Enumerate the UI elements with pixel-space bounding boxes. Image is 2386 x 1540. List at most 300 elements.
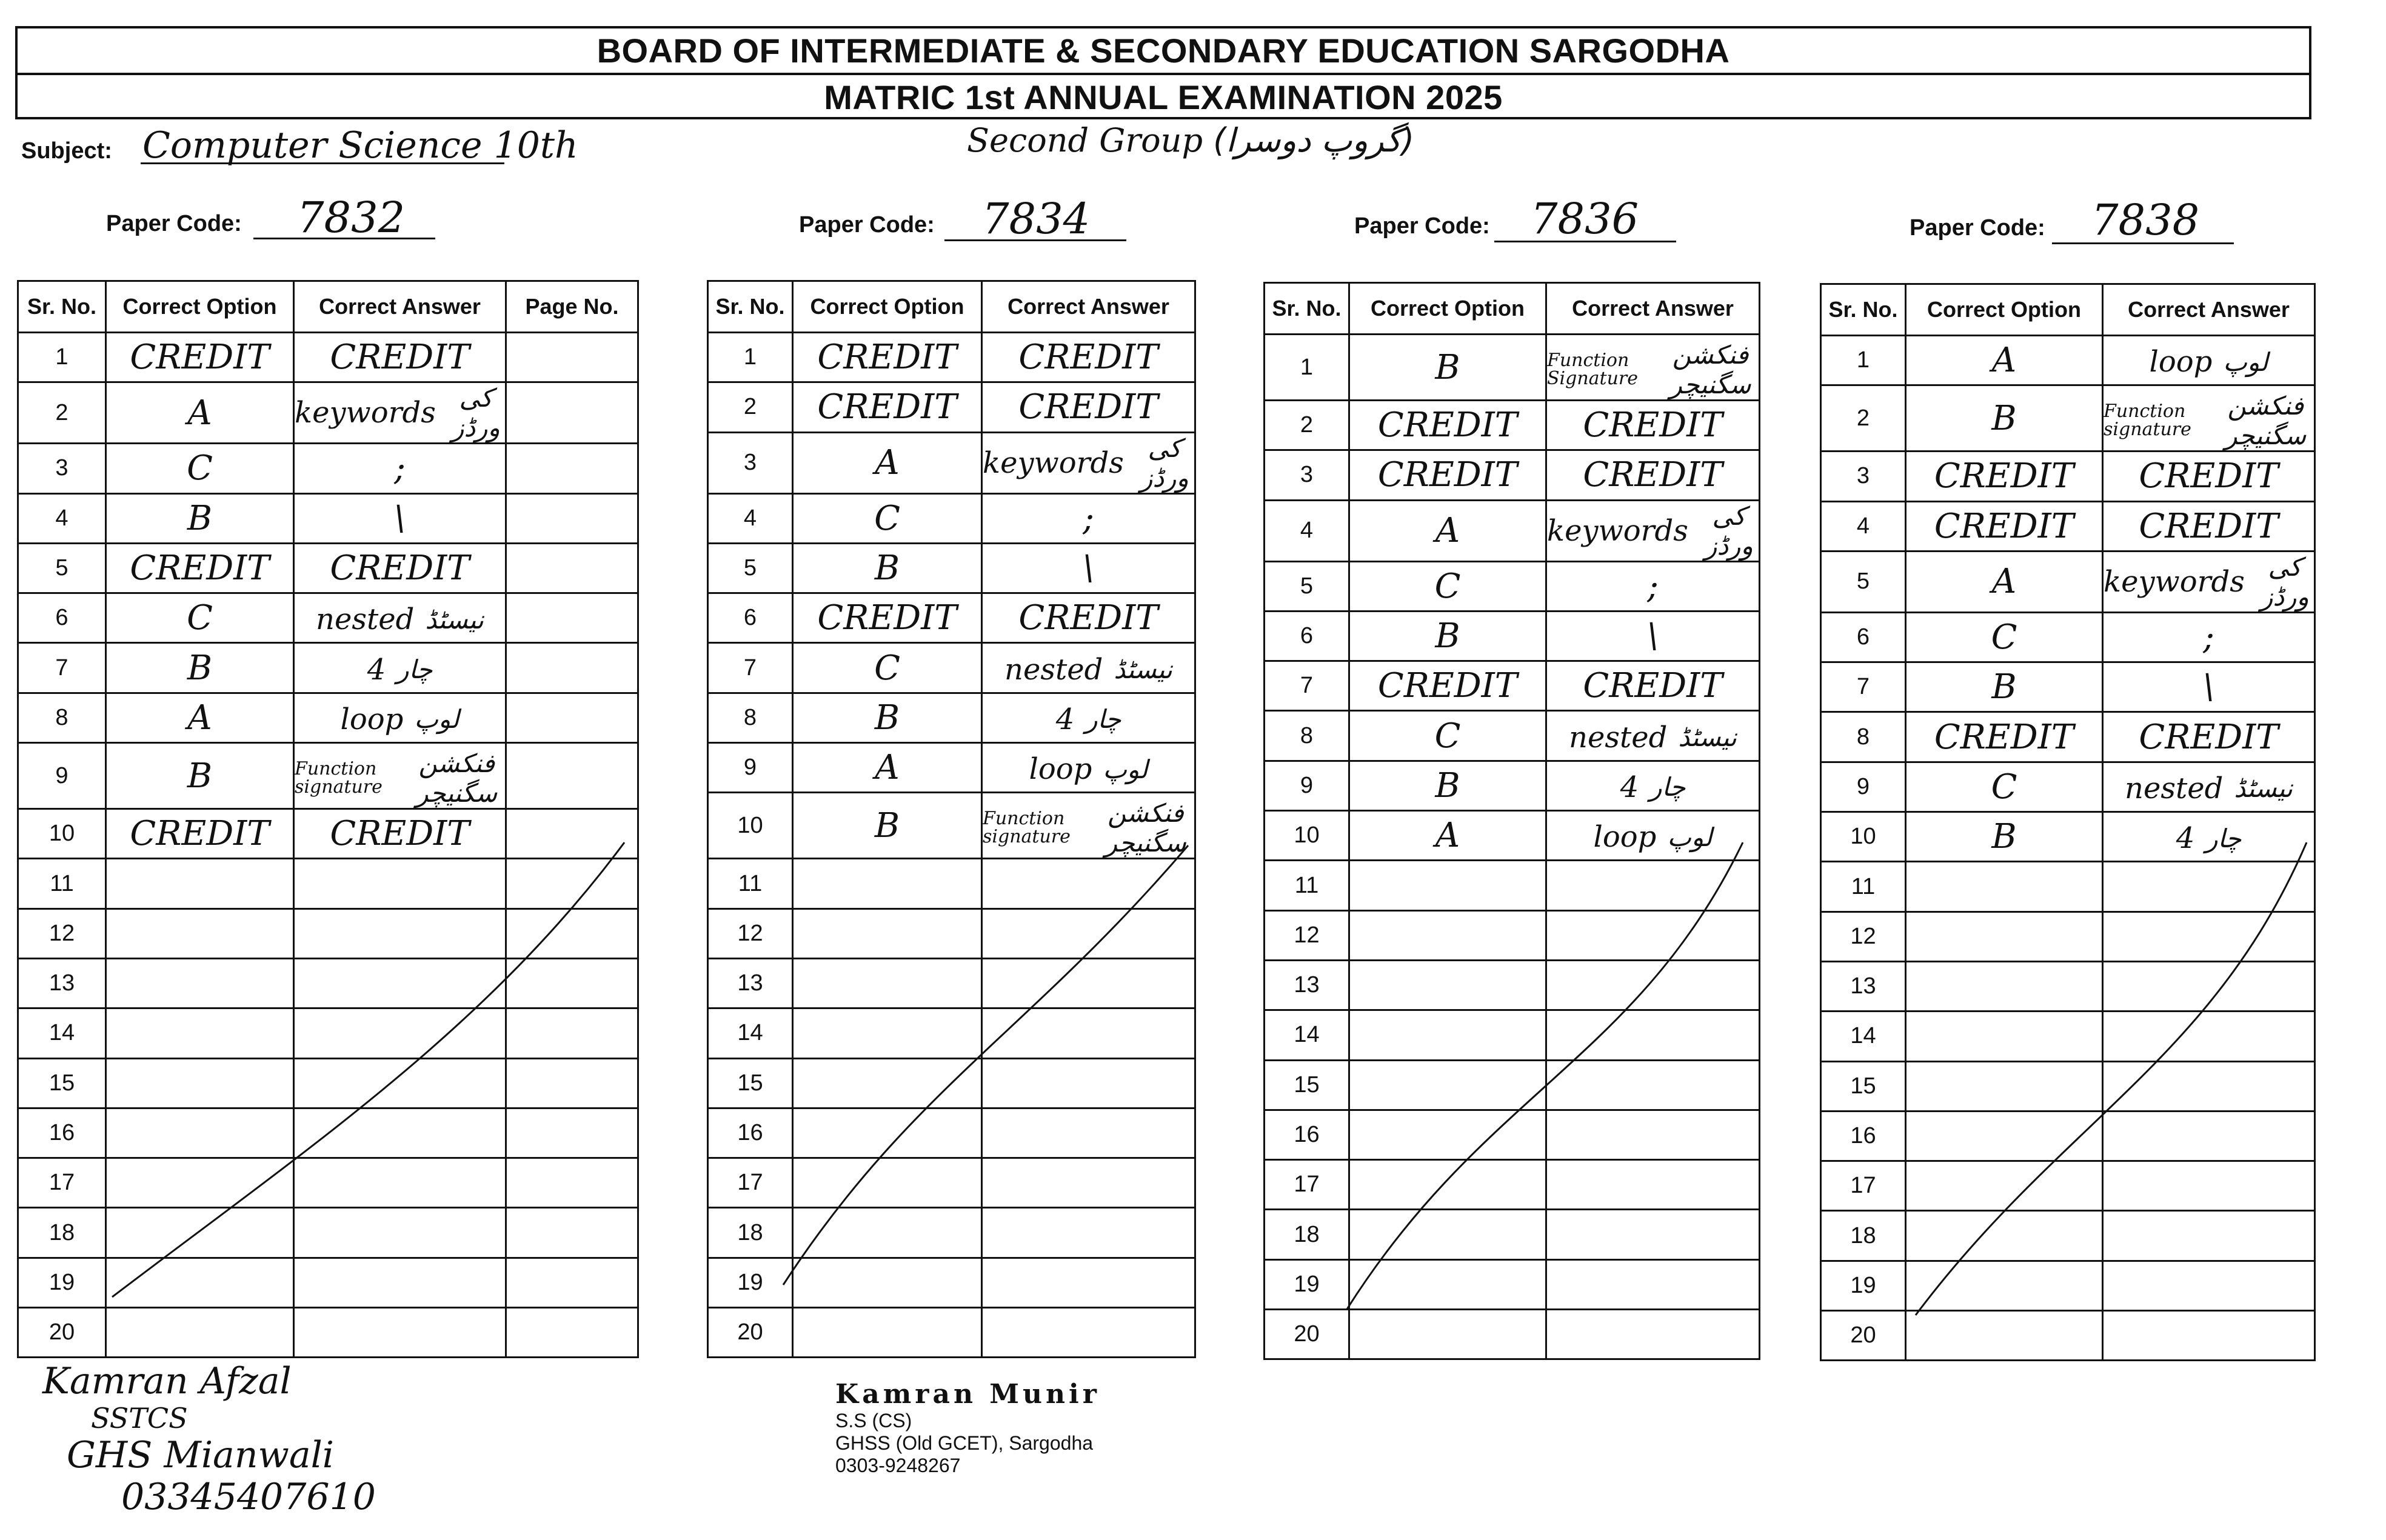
group-value	[967, 121, 1414, 159]
answer-urdu: نیسٹڈ	[2234, 773, 2293, 804]
table-row	[1265, 1010, 1760, 1060]
table-row	[1821, 551, 2315, 612]
correct-option: B	[106, 643, 294, 693]
answer-content	[341, 702, 459, 736]
table-row	[1265, 500, 1760, 561]
table-row	[708, 793, 1195, 859]
correct-answer	[982, 1308, 1195, 1358]
table-row	[18, 1258, 638, 1307]
table-row	[1265, 611, 1760, 661]
correct-option	[793, 1058, 982, 1108]
answer-english: CREDIT	[2139, 506, 2279, 546]
answer-content	[2139, 718, 2278, 757]
correct-option: B	[793, 793, 982, 859]
answer-urdu: فنکشن سگنیچر	[416, 748, 498, 808]
answer-urdu: لوپ	[1667, 822, 1713, 852]
answer-content	[1647, 567, 1659, 606]
correct-answer	[982, 1158, 1195, 1208]
sr-number: 16	[708, 1108, 793, 1158]
page-number	[506, 859, 638, 908]
correct-answer	[982, 543, 1195, 593]
correct-answer	[1546, 1310, 1760, 1359]
table-row	[708, 1258, 1195, 1307]
correct-answer	[2103, 1211, 2315, 1261]
table-row	[708, 958, 1195, 1008]
correct-option	[1349, 1060, 1546, 1110]
page-number	[506, 1158, 638, 1208]
sr-number: 9	[1821, 762, 1906, 812]
sr-number: 19	[1265, 1259, 1349, 1309]
answer-english: CREDIT	[330, 338, 470, 378]
correct-option	[1349, 910, 1546, 960]
correct-answer	[2103, 385, 2315, 452]
correct-option: B	[1349, 611, 1546, 661]
page-number	[506, 1008, 638, 1058]
correct-option: CREDIT	[793, 333, 982, 382]
col-answer: Correct Answer	[982, 281, 1195, 333]
table-row	[1265, 861, 1760, 910]
correct-option	[793, 859, 982, 908]
correct-option: CREDIT	[1906, 501, 2103, 551]
correct-option: A	[793, 432, 982, 493]
table-row	[708, 1208, 1195, 1258]
sr-number: 17	[1821, 1161, 1906, 1211]
correct-answer	[1546, 401, 1760, 450]
correct-option	[793, 1308, 982, 1358]
sr-number: 15	[1265, 1060, 1349, 1110]
page-number	[506, 809, 638, 859]
correct-answer	[1546, 1110, 1760, 1159]
sr-number: 19	[708, 1258, 793, 1307]
sr-number: 3	[708, 432, 793, 493]
table-row	[1265, 960, 1760, 1010]
correct-answer	[982, 643, 1195, 693]
table-row	[18, 1058, 638, 1108]
correct-option	[1349, 861, 1546, 910]
table-row	[708, 1308, 1195, 1358]
paper-code-value: 7836	[1531, 194, 1639, 244]
sr-number: 4	[1821, 501, 1906, 551]
answer-urdu: کی ورڈز	[1140, 433, 1189, 493]
col-answer: Correct Answer	[294, 281, 506, 333]
correct-answer	[294, 1058, 506, 1108]
col-option: Correct Option	[106, 281, 294, 333]
correct-answer	[294, 382, 506, 444]
correct-option: C	[793, 643, 982, 693]
sr-number: 18	[1265, 1210, 1349, 1259]
sr-number: 14	[18, 1008, 106, 1058]
correct-answer	[294, 958, 506, 1008]
sr-number: 17	[708, 1158, 793, 1208]
correct-option: CREDIT	[1349, 661, 1546, 711]
correct-option: C	[106, 444, 294, 493]
answer-english: keywords	[983, 445, 1124, 480]
correct-option: B	[1906, 812, 2103, 862]
table-row	[18, 1108, 638, 1158]
answer-english: 4	[367, 652, 386, 687]
signature-left	[42, 1361, 376, 1518]
answer-content	[1583, 405, 1722, 445]
answer-content	[2104, 552, 2314, 612]
correct-option	[106, 859, 294, 908]
correct-answer	[982, 859, 1195, 908]
correct-answer	[1546, 335, 1760, 401]
answer-content	[1547, 340, 1759, 399]
correct-answer	[294, 693, 506, 742]
sr-number: 12	[1265, 910, 1349, 960]
table-row	[1821, 1261, 2315, 1310]
sr-number: 20	[1265, 1310, 1349, 1359]
correct-option: C	[1349, 711, 1546, 761]
correct-option	[106, 1108, 294, 1158]
table-row	[1821, 1012, 2315, 1061]
paper-code-underline	[944, 239, 1126, 241]
sr-number: 14	[1821, 1012, 1906, 1061]
answer-content	[983, 798, 1194, 858]
answer-urdu: کی ورڈز	[2261, 552, 2309, 612]
answer-english: loop	[2149, 345, 2213, 379]
table-row	[708, 693, 1195, 742]
table-row	[1821, 612, 2315, 662]
answer-english: loop	[1029, 752, 1092, 787]
table-row	[1821, 862, 2315, 912]
correct-answer	[294, 444, 506, 493]
answer-content	[1569, 721, 1737, 755]
correct-option: A	[793, 743, 982, 793]
answer-content	[2139, 507, 2278, 546]
sr-number: 8	[18, 693, 106, 742]
table-row	[18, 958, 638, 1008]
correct-answer	[294, 543, 506, 593]
table-row	[708, 333, 1195, 382]
table-row	[1821, 1161, 2315, 1211]
table-row	[1821, 662, 2315, 712]
table-row	[1821, 762, 2315, 812]
answer-urdu: چار	[1085, 704, 1121, 735]
table-row	[1821, 1311, 2315, 1361]
answer-english: keywords	[1547, 513, 1688, 548]
answer-content	[2203, 618, 2214, 657]
answer-content	[330, 814, 469, 853]
signatory-school: GHSS (Old GCET), Sargodha	[835, 1432, 1094, 1454]
correct-option	[1349, 1210, 1546, 1259]
correct-answer	[294, 809, 506, 859]
correct-option	[1906, 912, 2103, 961]
table-row	[1265, 910, 1760, 960]
correct-option: CREDIT	[793, 382, 982, 432]
answer-content	[1083, 548, 1094, 588]
answer-english: \	[2203, 667, 2214, 707]
correct-answer	[2103, 762, 2315, 812]
correct-option	[106, 1308, 294, 1358]
answer-english: loop	[1593, 820, 1657, 855]
table-row	[708, 593, 1195, 643]
correct-answer	[1546, 811, 1760, 861]
sr-number: 2	[1821, 385, 1906, 452]
correct-option	[1906, 1161, 2103, 1211]
correct-option	[1349, 1259, 1546, 1309]
correct-answer	[1546, 561, 1760, 611]
answer-content	[1583, 455, 1722, 495]
answer-english: CREDIT	[1018, 387, 1158, 427]
correct-answer	[294, 1108, 506, 1158]
correct-answer	[1546, 1160, 1760, 1210]
table-row	[1821, 501, 2315, 551]
col-answer: Correct Answer	[2103, 284, 2315, 336]
correct-option: A	[1349, 811, 1546, 861]
answer-content	[394, 448, 406, 488]
table-row	[18, 1308, 638, 1358]
sr-number: 9	[708, 743, 793, 793]
correct-option	[1906, 1311, 2103, 1361]
table-row	[1265, 401, 1760, 450]
page-number	[506, 333, 638, 382]
table-row	[18, 444, 638, 493]
correct-option	[106, 1058, 294, 1108]
correct-option: CREDIT	[1906, 712, 2103, 762]
signatory-designation: S.S (CS)	[835, 1410, 912, 1432]
answer-english: CREDIT	[1583, 666, 1723, 706]
correct-answer	[294, 1008, 506, 1058]
correct-answer	[2103, 452, 2315, 501]
page-number	[506, 958, 638, 1008]
correct-option	[106, 958, 294, 1008]
page-number	[506, 693, 638, 742]
answer-english: 4	[1620, 770, 1639, 804]
sr-number: 16	[1821, 1111, 1906, 1161]
page-number	[506, 1058, 638, 1108]
table-row	[18, 693, 638, 742]
table-row	[1265, 1160, 1760, 1210]
col-sr: Sr. No.	[708, 281, 793, 333]
board-title: BOARD OF INTERMEDIATE & SECONDARY EDUCATION SARGODHA	[18, 28, 2309, 75]
answer-urdu: فنکشن سگنیچر	[1669, 340, 1751, 399]
answer-urdu: لوپ	[414, 704, 459, 735]
sr-number: 6	[1821, 612, 1906, 662]
sr-number: 4	[1265, 500, 1349, 561]
correct-answer	[1546, 1210, 1760, 1259]
answer-english: CREDIT	[2139, 717, 2279, 757]
correct-option	[1906, 1111, 2103, 1161]
correct-answer	[982, 593, 1195, 643]
correct-answer	[2103, 1111, 2315, 1161]
answer-content	[1083, 499, 1094, 538]
correct-option: B	[793, 693, 982, 742]
correct-option	[793, 1008, 982, 1058]
subject-underline	[141, 162, 504, 164]
table-row	[1821, 1111, 2315, 1161]
sr-number: 12	[1821, 912, 1906, 961]
sr-number: 15	[18, 1058, 106, 1108]
sr-number: 16	[1265, 1110, 1349, 1159]
sr-number: 5	[1265, 561, 1349, 611]
table-row	[708, 908, 1195, 958]
correct-option: CREDIT	[1906, 452, 2103, 501]
correct-option	[793, 1158, 982, 1208]
table-row	[708, 643, 1195, 693]
sr-number: 1	[18, 333, 106, 382]
signatory-school: GHS Mianwali	[67, 1433, 334, 1476]
page-number	[506, 1208, 638, 1258]
answer-content	[295, 383, 505, 442]
correct-answer	[1546, 1010, 1760, 1060]
correct-option: A	[1906, 551, 2103, 612]
answer-english: nested	[2125, 771, 2224, 805]
col-option: Correct Option	[793, 281, 982, 333]
answer-english: CREDIT	[330, 548, 470, 588]
correct-answer	[1546, 500, 1760, 561]
group-english: Second Group	[967, 121, 1203, 159]
table-row	[1265, 1259, 1760, 1309]
correct-option: A	[1906, 336, 2103, 385]
col-page: Page No.	[506, 281, 638, 333]
answer-english: Function signature	[2104, 401, 2191, 441]
table-row	[708, 432, 1195, 493]
correct-answer	[294, 1208, 506, 1258]
sr-number: 13	[708, 958, 793, 1008]
table-row	[1265, 1060, 1760, 1110]
correct-answer	[294, 1158, 506, 1208]
correct-option	[106, 908, 294, 958]
answer-key-table	[1820, 283, 2316, 1361]
answer-urdu: لوپ	[1103, 754, 1148, 784]
signatory-designation: SSTCS	[91, 1402, 188, 1435]
answer-key-table	[707, 280, 1196, 1358]
sr-number: 11	[1821, 862, 1906, 912]
correct-answer	[982, 432, 1195, 493]
answer-english: Function signature	[295, 758, 383, 798]
answer-urdu: فنکشن سگنیچر	[1104, 798, 1186, 858]
page-number	[506, 382, 638, 444]
table-row	[708, 743, 1195, 793]
correct-answer	[294, 1258, 506, 1307]
correct-answer	[982, 1008, 1195, 1058]
correct-answer	[294, 859, 506, 908]
signature-center	[835, 1379, 1100, 1476]
correct-option	[1906, 1211, 2103, 1261]
answer-content	[367, 653, 433, 687]
answer-content	[1594, 820, 1713, 854]
sr-number: 6	[18, 593, 106, 643]
table-row	[1821, 912, 2315, 961]
table-row	[708, 1108, 1195, 1158]
correct-option: CREDIT	[106, 333, 294, 382]
sr-number: 1	[1821, 336, 1906, 385]
table-row	[18, 543, 638, 593]
table-row	[1821, 336, 2315, 385]
table-row	[1265, 661, 1760, 711]
sr-number: 13	[1821, 961, 1906, 1011]
col-answer: Correct Answer	[1546, 283, 1760, 335]
table-row	[1821, 812, 2315, 862]
answer-english: \	[394, 498, 406, 538]
table-row	[18, 382, 638, 444]
sr-number: 3	[1821, 452, 1906, 501]
page-number	[506, 593, 638, 643]
answer-english: Function Signature	[1547, 350, 1639, 389]
subject-label: Subject:	[21, 138, 112, 164]
correct-answer	[1546, 450, 1760, 500]
sr-number: 12	[18, 908, 106, 958]
answer-english: \	[1647, 616, 1659, 656]
table-row	[1265, 561, 1760, 611]
sr-number: 2	[18, 382, 106, 444]
correct-answer	[982, 382, 1195, 432]
correct-answer	[982, 1258, 1195, 1307]
answer-content	[1583, 666, 1722, 705]
sr-number: 11	[708, 859, 793, 908]
answer-urdu: کی ورڈز	[1705, 501, 1753, 561]
answer-content	[330, 338, 469, 377]
answer-content	[1029, 752, 1148, 786]
correct-answer	[982, 743, 1195, 793]
correct-option: B	[106, 493, 294, 543]
correct-option: B	[1906, 385, 2103, 452]
answer-content	[2139, 456, 2278, 496]
answer-content	[2203, 667, 2214, 707]
table-row	[708, 382, 1195, 432]
sr-number: 5	[18, 543, 106, 593]
correct-answer	[1546, 711, 1760, 761]
correct-answer	[294, 333, 506, 382]
paper-code-label: Paper Code:	[1910, 215, 2045, 241]
correct-option	[106, 1208, 294, 1258]
sr-number: 20	[18, 1308, 106, 1358]
table-row	[708, 1058, 1195, 1108]
sr-number: 8	[1265, 711, 1349, 761]
sr-number: 12	[708, 908, 793, 958]
sr-number: 1	[1265, 335, 1349, 401]
answer-urdu: لوپ	[2223, 347, 2268, 377]
table-row	[708, 1158, 1195, 1208]
correct-option: C	[1906, 612, 2103, 662]
answer-english: keywords	[295, 396, 436, 430]
answer-english: CREDIT	[1583, 455, 1723, 495]
table-row	[18, 1158, 638, 1208]
correct-answer	[982, 908, 1195, 958]
answer-english: Function signature	[983, 808, 1071, 848]
sr-number: 9	[18, 743, 106, 809]
sr-number: 18	[18, 1208, 106, 1258]
sr-number: 3	[18, 444, 106, 493]
sr-number: 19	[1821, 1261, 1906, 1310]
correct-answer	[294, 908, 506, 958]
answer-urdu: نیسٹڈ	[1678, 722, 1737, 753]
paper-code-underline	[1494, 241, 1676, 242]
correct-option: CREDIT	[106, 543, 294, 593]
correct-answer	[1546, 661, 1760, 711]
sr-number: 4	[708, 493, 793, 543]
table-row	[708, 543, 1195, 593]
correct-answer	[2103, 912, 2315, 961]
page-number	[506, 1108, 638, 1158]
table-row	[1821, 961, 2315, 1011]
correct-answer	[982, 1208, 1195, 1258]
sr-number: 10	[708, 793, 793, 859]
page-number	[506, 543, 638, 593]
correct-option: C	[1349, 561, 1546, 611]
answer-content	[1620, 770, 1686, 804]
answer-content	[2150, 345, 2268, 379]
paper-code-underline	[253, 238, 435, 239]
sr-number: 10	[18, 809, 106, 859]
correct-answer	[2103, 336, 2315, 385]
correct-answer	[982, 693, 1195, 742]
correct-option	[793, 908, 982, 958]
correct-option	[1349, 960, 1546, 1010]
answer-urdu: نیسٹڈ	[1114, 655, 1172, 685]
sr-number: 18	[708, 1208, 793, 1258]
